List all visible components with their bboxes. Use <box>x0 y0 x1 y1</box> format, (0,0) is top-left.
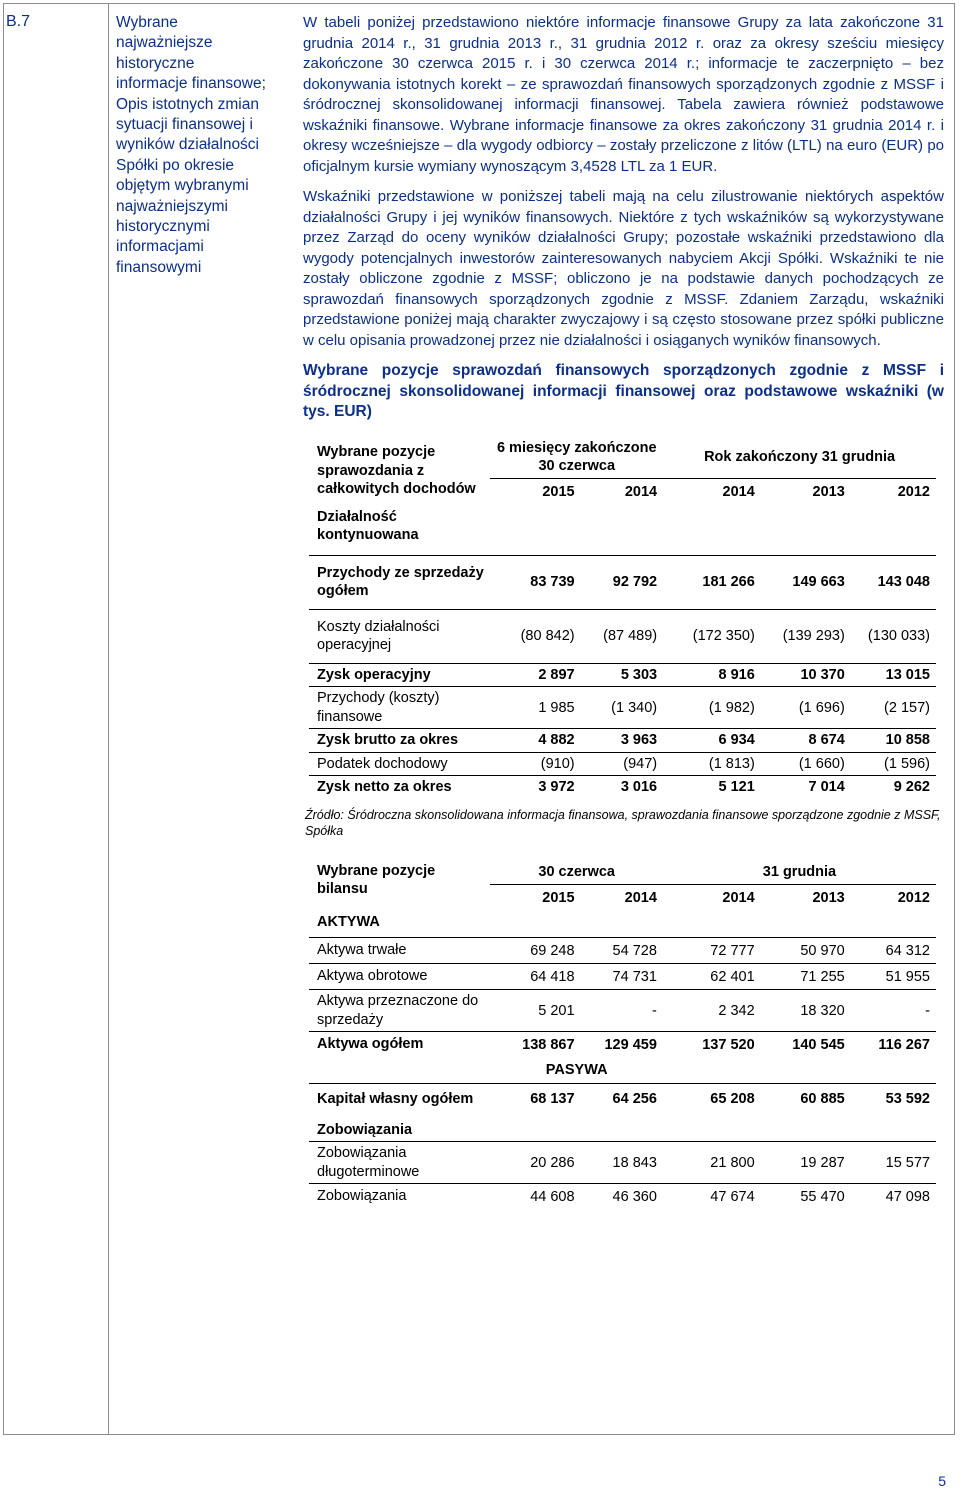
cell-value: - <box>581 990 663 1032</box>
row-label: Podatek dochodowy <box>309 752 490 776</box>
income-year: 2015 <box>490 478 580 506</box>
cell-value: 2 342 <box>663 990 761 1032</box>
intro-paragraph: W tabeli poniżej przedstawiono niektóre informacje finansowe Grupy za lata zakończone 31 grudnia 2014 r., 31 grudnia 2013 r., 31 grudnia 2012 r. oraz za okresy sześciu miesięcy zakończone 30 czerwca 2015 r. i 30 czerwca 2014 r.; informacje te zaczerpnięto – bez dokonywania istotnych korekt – ze sprawozdań finansowych sporządzonych zgodnie z MSSF i śródrocznej skonsolidowanej informacji finansowej. Tabela zawiera również podstawowe wskaźniki finansowe. Wybrane informacje finansowe za okres zakończony 31 grudnia 2014 r. i okresy wcześniejsze – dla wygody odbiorcy – zostały przeliczone z litów (LTL) na euro (EUR) po oficjalnym kursie wymiany wynoszącym 3,4528 LTL za 1 EUR. <box>303 14 944 175</box>
cell-value: 4 882 <box>490 729 580 753</box>
cell-value: 129 459 <box>581 1032 663 1058</box>
cell-value: 92 792 <box>581 555 664 609</box>
cell-value: - <box>851 990 936 1032</box>
cell-value: 138 867 <box>490 1032 580 1058</box>
cell-value: 54 728 <box>581 938 663 964</box>
cell-value: 65 208 <box>663 1084 761 1115</box>
cell-value: 1 985 <box>490 687 580 729</box>
cell-value: 181 266 <box>663 555 761 609</box>
row-label: Aktywa ogółem <box>309 1032 490 1058</box>
cell-value: 64 418 <box>490 964 580 990</box>
cell-value: 3 963 <box>581 729 664 753</box>
cell-value: (139 293) <box>761 609 851 663</box>
table-row <box>309 964 936 990</box>
balance-header-row <box>309 860 936 885</box>
cell-value: 8 916 <box>663 663 761 687</box>
balance-sheet-table <box>309 860 936 1210</box>
cell-value: 62 401 <box>663 964 761 990</box>
table-row <box>309 1084 936 1115</box>
cell-value: 46 360 <box>581 1184 663 1210</box>
cell-value: 83 739 <box>490 555 580 609</box>
cell-value: (1 660) <box>761 752 851 776</box>
row-label: Zysk brutto za okres <box>309 729 490 753</box>
section-label: PASYWA <box>545 1062 608 1078</box>
cell-value: 10 370 <box>761 663 851 687</box>
section-content <box>303 13 944 1209</box>
row-label: Przychody (koszty) finansowe <box>309 687 490 729</box>
section-id: B.7 <box>6 13 31 30</box>
cell-value: (1 696) <box>761 687 851 729</box>
balance-group-june: 30 czerwca <box>538 863 615 880</box>
source-note: Źródło: Śródroczna skonsolidowana informacja finansowa, sprawozdania finansowe sporządzone zgodnie z MSSF, Spółka <box>305 807 941 838</box>
cell-value: 143 048 <box>851 555 936 609</box>
cell-value: 2 897 <box>490 663 580 687</box>
row-label: Zobowiązania długoterminowe <box>309 1142 490 1184</box>
table-row <box>309 990 936 1032</box>
table-row <box>309 687 936 729</box>
cell-value: 3 972 <box>490 776 580 799</box>
table-row <box>309 752 936 776</box>
cell-value: 18 843 <box>581 1142 663 1184</box>
balance-header-label: Wybrane pozycje bilansu <box>317 862 436 897</box>
cell-value: (87 489) <box>581 609 664 663</box>
cell-value: 47 098 <box>851 1184 936 1210</box>
liabilities-subsection-row <box>309 1115 936 1142</box>
cell-value: (130 033) <box>851 609 936 663</box>
row-label: Aktywa trwałe <box>309 938 490 964</box>
row-label: Zysk netto za okres <box>309 776 490 799</box>
cell-value: 53 592 <box>851 1084 936 1115</box>
column-divider <box>108 4 109 1434</box>
income-section-row <box>309 506 936 556</box>
assets-section-row <box>309 911 936 938</box>
balance-year: 2013 <box>761 884 851 911</box>
row-label: Kapitał własny ogółem <box>309 1084 490 1115</box>
cell-value: 5 121 <box>663 776 761 799</box>
cell-value: 51 955 <box>851 964 936 990</box>
cell-value: 8 674 <box>761 729 851 753</box>
cell-value: 74 731 <box>581 964 663 990</box>
balance-year: 2015 <box>490 884 580 911</box>
income-group-6m: 6 miesięcy zakończone 30 czerwca <box>496 439 657 474</box>
cell-value: 50 970 <box>761 938 851 964</box>
row-label: Aktywa przeznaczone do sprzedaży <box>309 990 490 1032</box>
cell-value: (2 157) <box>851 687 936 729</box>
page-number: 5 <box>938 1473 946 1489</box>
row-label: Aktywa obrotowe <box>309 964 490 990</box>
table-row <box>309 555 936 609</box>
income-header-label: Wybrane pozycje sprawozdania z całkowitych dochodów <box>317 444 476 498</box>
cell-value: (1 982) <box>663 687 761 729</box>
cell-value: 10 858 <box>851 729 936 753</box>
cell-value: 116 267 <box>851 1032 936 1058</box>
cell-value: 60 885 <box>761 1084 851 1115</box>
table-row <box>309 729 936 753</box>
income-statement-table <box>309 437 936 799</box>
row-label: Zobowiązania <box>309 1184 490 1210</box>
cell-value: 7 014 <box>761 776 851 799</box>
cell-value: (172 350) <box>663 609 761 663</box>
cell-value: 18 320 <box>761 990 851 1032</box>
row-label: Koszty działalności operacyjnej <box>309 609 490 663</box>
cell-value: (1 596) <box>851 752 936 776</box>
cell-value: 13 015 <box>851 663 936 687</box>
cell-value: 68 137 <box>490 1084 580 1115</box>
table-row <box>309 609 936 663</box>
cell-value: 44 608 <box>490 1184 580 1210</box>
cell-value: 64 256 <box>581 1084 663 1115</box>
balance-year: 2014 <box>663 884 761 911</box>
section-label: AKTYWA <box>317 913 380 930</box>
table-row <box>309 1142 936 1184</box>
income-year: 2014 <box>663 478 761 506</box>
table-row <box>309 663 936 687</box>
row-label: Przychody ze sprzedaży ogółem <box>309 555 490 609</box>
cell-value: 55 470 <box>761 1184 851 1210</box>
cell-value: 140 545 <box>761 1032 851 1058</box>
cell-value: 9 262 <box>851 776 936 799</box>
indicators-paragraph: Wskaźniki przedstawione w poniższej tabeli mają na celu zilustrowanie niektórych aspektów działalności Grupy i jej wyników finansowych. Niektóre z tych wskaźników są wykorzystywane przez Zarząd do oceny wyników działalności Grupy; pozostałe wskaźniki przedstawiono dla wygody potencjalnych inwestorów zainteresowanych nabyciem Akcji Spółki. Wskaźniki te nie zostały obliczone zgodnie z MSSF; obliczono je na podstawie danych pochodzących ze sprawozdań finansowych sporządzonych zgodnie z MSSF. Zdaniem Zarządu, wskaźniki przedstawione poniżej mają charakter zwyczajowy i są często stosowane przez spółki publiczne w celu opisania prowadzonej przez nie działalności i osiąganych wyników finansowych. <box>303 188 944 349</box>
cell-value: 5 303 <box>581 663 664 687</box>
table-row <box>309 1032 936 1058</box>
cell-value: 5 201 <box>490 990 580 1032</box>
table-row <box>309 776 936 799</box>
table-row <box>309 1184 936 1210</box>
cell-value: 149 663 <box>761 555 851 609</box>
balance-group-december: 31 grudnia <box>762 863 837 880</box>
income-year: 2013 <box>761 478 851 506</box>
cell-value: 3 016 <box>581 776 664 799</box>
section-label: Działalność kontynuowana <box>317 508 419 543</box>
cell-value: (910) <box>490 752 580 776</box>
cell-value: (947) <box>581 752 664 776</box>
cell-value: 20 286 <box>490 1142 580 1184</box>
table-heading: Wybrane pozycje sprawozdań finansowych sporządzonych zgodnie z MSSF i śródrocznej skonsolidowanej informacji finansowej oraz podstawowe wskaźniki (w tys. EUR) <box>303 362 944 420</box>
income-year: 2014 <box>581 478 664 506</box>
cell-value: 72 777 <box>663 938 761 964</box>
row-label: Zysk operacyjny <box>309 663 490 687</box>
cell-value: (80 842) <box>490 609 580 663</box>
balance-year: 2012 <box>851 884 936 911</box>
cell-value: (1 340) <box>581 687 664 729</box>
cell-value: 137 520 <box>663 1032 761 1058</box>
section-label: Zobowiązania <box>317 1121 413 1138</box>
income-group-year: Rok zakończony 31 grudnia <box>704 449 896 465</box>
cell-value: 19 287 <box>761 1142 851 1184</box>
section-title: Wybrane najważniejsze historyczne informacje finansowe; Opis istotnych zmian sytuacji finansowej i wyników działalności Spółki po okresie objętym wybranymi najważniejszymi historycznymi informacjami finansowymi <box>116 14 266 276</box>
income-header-row <box>309 437 936 479</box>
cell-value: 69 248 <box>490 938 580 964</box>
cell-value: 21 800 <box>663 1142 761 1184</box>
cell-value: 47 674 <box>663 1184 761 1210</box>
liabilities-section-row <box>309 1057 936 1084</box>
cell-value: 71 255 <box>761 964 851 990</box>
balance-year: 2014 <box>581 884 663 911</box>
cell-value: 64 312 <box>851 938 936 964</box>
cell-value: 6 934 <box>663 729 761 753</box>
cell-value: (1 813) <box>663 752 761 776</box>
table-row <box>309 938 936 964</box>
cell-value: 15 577 <box>851 1142 936 1184</box>
income-year: 2012 <box>851 478 936 506</box>
